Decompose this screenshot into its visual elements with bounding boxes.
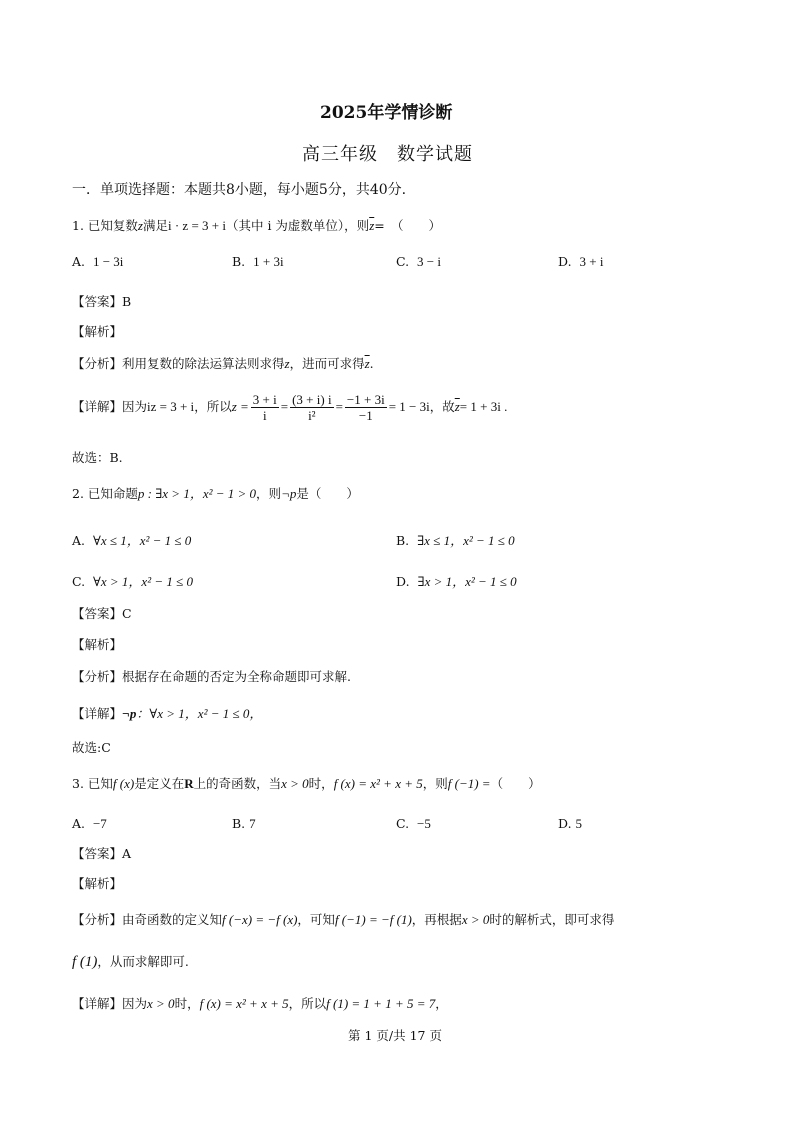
q1-fenxi: 【分析】利用复数的除法运算法则求得z，进而可求得$\overline{z}$. <box>72 356 374 371</box>
q2-answer: 【答案】C <box>72 606 132 621</box>
page-title: 2025年学情诊断 <box>320 103 453 123</box>
q1-option-a: A. 1 − 3i <box>72 254 124 269</box>
q3-analysis-label: 【解析】 <box>72 876 123 891</box>
q1-option-d: D. 3 + i <box>558 254 604 269</box>
q1-text-b: 满足 <box>142 218 168 233</box>
q1-frac-2: $\frac{(3 + i) i}{\text{i²}}$ <box>292 392 332 423</box>
q1-xiangjie: 【详解】因为iz = 3 + i，所以z = $\frac{3 + i}{i}$ = $\frac{(3 + i) i}{\text{i²}}$ = $\frac{-1 + 3i}{-1}$ = 1 − 3i，故$\overline{z}= 1 + 3i$ . <box>72 392 508 423</box>
q2-conclusion: 故选:C <box>72 740 111 755</box>
question-2-stem: 2. 已知命题p : ∃x > 1，x² − 1 > 0，则¬p是（ ） <box>72 486 359 501</box>
q2-option-b: B. ∃x ≤ 1，x² − 1 ≤ 0 <box>396 533 515 548</box>
section-heading: 一．单项选择题：本题共8小题，每小题5分，共40分. <box>72 182 407 198</box>
q1-text-c: （其中 i 为虚数单位），则 <box>225 218 370 233</box>
q3-fenxi: 【分析】由奇函数的定义知f (−x) = −f (x)，可知f (−1) = −f (1)，再根据x > 0时的解析式，即可求得 <box>72 912 615 927</box>
q3-xiangjie: 【详解】因为x > 0时，f (x) = x² + x + 5，所以f (1) = 1 + 1 + 5 = 7， <box>72 996 448 1011</box>
q3-option-d: D. 5 <box>558 816 583 831</box>
q1-conclusion: 故选：B. <box>72 450 123 465</box>
q1-option-c: C. 3 − i <box>396 254 441 269</box>
q3-option-b: B. 7 <box>232 816 256 831</box>
q2-option-d: D. ∃x > 1，x² − 1 ≤ 0 <box>396 574 517 589</box>
q1-var-z: z <box>137 218 143 233</box>
q1-text: 1. 已知复数 <box>72 218 138 233</box>
question-1-stem <box>72 219 441 233</box>
q3-option-c: C. −5 <box>396 816 431 831</box>
q1-frac-1: $\frac{3 + i}{i}$ <box>252 392 277 423</box>
q3-fenxi-cont: f (1)，从而求解即可. <box>72 954 189 970</box>
q2-option-c: C. ∀x > 1，x² − 1 ≤ 0 <box>72 574 194 589</box>
q2-analysis-label: 【解析】 <box>72 637 123 652</box>
q1-zbar: $\overline{z}$ <box>369 218 375 233</box>
q1-analysis-label: 【解析】 <box>72 324 123 339</box>
q3-answer: 【答案】A <box>72 846 132 861</box>
q1-text-d: = （ ） <box>374 218 441 233</box>
question-3-stem: 3. 已知f (x)是定义在R上的奇函数，当x > 0时，f (x) = x² + x + 5，则f (−1) =（ ） <box>72 776 541 791</box>
q1-option-b: B. 1 + 3i <box>232 254 284 269</box>
q2-xiangjie: 【详解】¬p：∀x > 1，x² − 1 ≤ 0， <box>72 706 263 721</box>
page-subtitle: 高三年级 数学试题 <box>302 144 473 165</box>
q1-frac-3: $\frac{-1 + 3i}{-1}$ <box>346 392 385 423</box>
q3-option-a: A. −7 <box>72 816 107 831</box>
q1-equation: i · z = 3 + i <box>167 218 226 233</box>
q2-fenxi: 【分析】根据存在命题的否定为全称命题即可求解. <box>72 669 351 684</box>
q1-answer: 【答案】B <box>72 294 132 309</box>
q2-option-a: A. ∀x ≤ 1，x² − 1 ≤ 0 <box>72 533 192 548</box>
page-footer: 第 1 页/共 17 页 <box>348 1028 442 1043</box>
